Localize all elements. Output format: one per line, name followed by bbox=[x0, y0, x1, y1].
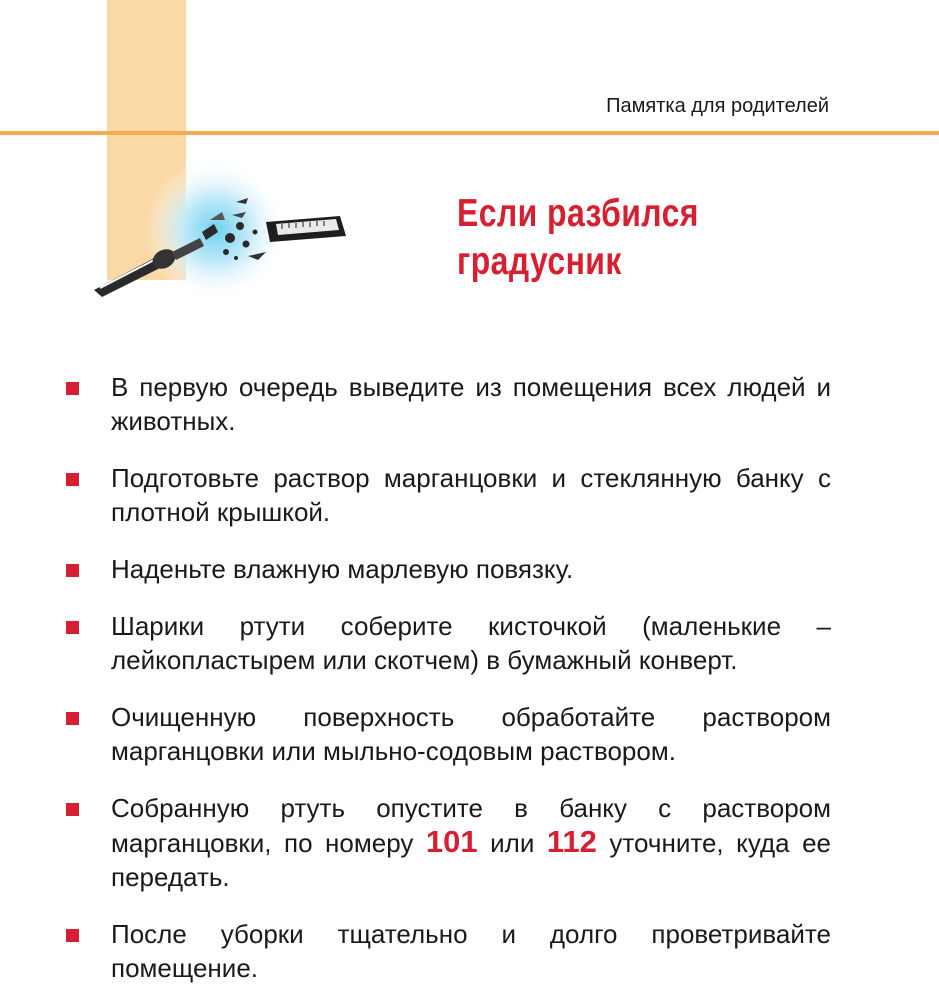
bullet-marker bbox=[66, 803, 79, 816]
list-item-text: Очищенную поверхность обработайте раствором марганцовки или мыльно-содовым раствором. bbox=[111, 702, 831, 766]
list-item bbox=[66, 791, 831, 894]
decorative-horizontal-line bbox=[0, 131, 939, 135]
list-item bbox=[66, 700, 831, 768]
bullet-marker bbox=[66, 712, 79, 725]
bullet-marker bbox=[66, 621, 79, 634]
broken-thermometer-icon bbox=[90, 160, 360, 310]
bullet-marker bbox=[66, 382, 79, 395]
list-item-text: Подготовьте раствор марганцовки и стеклянную банку с плотной крышкой. bbox=[111, 463, 831, 527]
list-item-text: В первую очередь выведите из помещения всех людей и животных. bbox=[111, 372, 831, 436]
phone-number-112: 112 bbox=[546, 824, 597, 859]
header-note: Памятка для родителей bbox=[606, 95, 829, 117]
list-item-text: После уборки тщательно и долго проветривайте помещение. bbox=[111, 919, 831, 983]
bullet-marker bbox=[66, 564, 79, 577]
list-item-text-after: уточните, куда ее передать. bbox=[111, 828, 832, 892]
list-item bbox=[66, 917, 831, 985]
list-item-text-before: Собранную ртуть опустите в банку с раствором марганцовки, по номеру bbox=[111, 793, 831, 858]
bullet-marker bbox=[66, 929, 79, 942]
list-item bbox=[66, 609, 831, 677]
title-line-2: градусник bbox=[457, 240, 622, 283]
list-item bbox=[66, 370, 831, 438]
phone-number-101: 101 bbox=[425, 824, 478, 859]
list-item-text: Наденьте влажную марлевую повязку. bbox=[111, 554, 574, 584]
title-line-1: Если разбился bbox=[457, 192, 699, 235]
list-item bbox=[66, 552, 831, 586]
list-item bbox=[66, 461, 831, 529]
list-item-text: Шарики ртути соберите кисточкой (маленькие – лейкопластырем или скотчем) в бумажный конверт. bbox=[111, 611, 831, 675]
bullet-marker bbox=[66, 473, 79, 486]
instructions-list bbox=[66, 370, 831, 1008]
page-title bbox=[457, 190, 699, 286]
list-item-text-middle: или bbox=[490, 828, 535, 858]
